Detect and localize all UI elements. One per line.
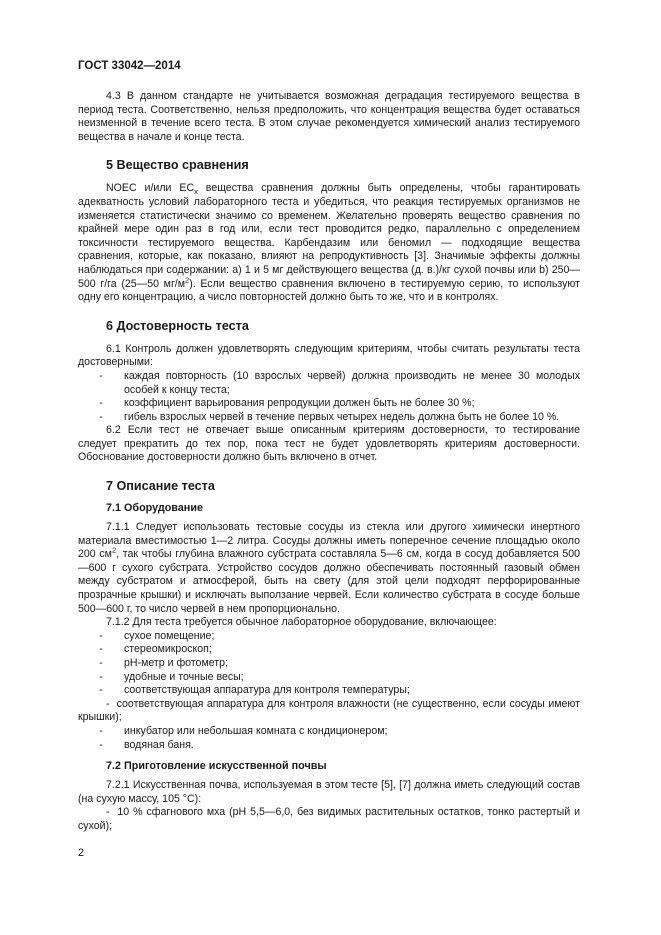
standard-header: ГОСТ 33042—2014 bbox=[78, 60, 181, 72]
section-6-heading: 6 Достоверность теста bbox=[106, 318, 249, 333]
page-content bbox=[78, 90, 580, 834]
page-number: 2 bbox=[78, 847, 85, 859]
list-item: - сухое помещение; bbox=[99, 629, 215, 642]
paragraph-6-2: 6.2 Если тест не отвечает выше описанным критериям достоверности, то тестирование следует прекратить до тех пор, пока тест не будет удовлетворять критериям достоверности. Обоснование достоверности должно быть включено в отчет. bbox=[78, 424, 580, 464]
list-item: - гибель взрослых червей в течение первых четырех недель должна быть не более 10 %. bbox=[99, 410, 560, 423]
paragraph-6-1: 6.1 Контроль должен удовлетворять следующим критериям, чтобы считать результаты теста достоверными: bbox=[78, 342, 580, 369]
paragraph-7-2-1: 7.2.1 Искусственная почва, используемая в этом тесте [5], [7] должна иметь следующий состав (на сухую массу, 105 °С): bbox=[78, 779, 580, 805]
list-item: - водяная баня. bbox=[99, 738, 194, 751]
section-5-paragraph: NOEC и/или $EC_x$ вещества сравнения должны быть определены, чтобы гарантировать адекватность условий лабораторного теста и убедиться, что реакция тестируемых организмов не изменяется статистически значимо со временем. Желательно проверять вещество сравнения по крайней мере один раз в год или, если тест проводится редко, параллельно с определением токсичности тестируемого вещества. Карбендазим или беномил — подходящие вещества сравнения, которые, как показано, влияют на репродуктивность [3]. Значимые эффекты должны наблюдаться при содержании: а) 1 и 5 мг действующего вещества (д. в.)/кг сухой почвы или b) 250—500 г/га (25—50 $мг/м^2$). Если вещество сравнения включено в тестируемую серию, то используют одну его концентрацию, а число повторностей должно быть то же, что и в контролях. bbox=[78, 182, 580, 304]
list-item: - рН-метр и фотометр; bbox=[99, 657, 228, 669]
paragraph-7-1-2: 7.1.2 Для теста требуется обычное лабораторное оборудование, включающее: bbox=[106, 616, 497, 629]
subsection-7-1-heading: 7.1 Оборудование bbox=[106, 502, 203, 515]
list-item: - соответствующая аппаратура для контроля влажности (не существенно, если сосуды имеют крышки); bbox=[78, 697, 580, 724]
list-item: - коэффициент варьирования репродукции должен быть не более 30 %; bbox=[99, 397, 475, 410]
list-item: - соответствующая аппаратура для контроля температуры; bbox=[99, 684, 410, 697]
list-item: - стереомикроскоп; bbox=[99, 643, 212, 656]
paragraph-7-1-1: 7.1.1 Следует использовать тестовые сосуды из стекла или другого химически инертного материала вместимостью 1—2 литра. Сосуды должны иметь поперечное сечение площадью около 200 $см^2$, так чтобы глубина влажного субстрата составляла 5—6 см, когда в сосуд добавляется 500—600 г сухого субстрата. Устройство сосудов должно обеспечивать постоянный газовый обмен между субстратом и атмосферой, быть на свету (для этой цели подходят перфорированные прозрачные крышки) и исключать выползание червей. Если количество субстрата в сосуде больше 500—600 г, то число червей в нем пропорционально. bbox=[78, 521, 580, 615]
subsection-7-2-heading: 7.2 Приготовление искусственной почвы bbox=[106, 760, 327, 773]
list-item: - удобные и точные весы; bbox=[99, 670, 244, 683]
list-item: - 10 % сфагнового мха (рН 5,5—6,0, без видимых растительных остатков, тонко растертый и сухой); bbox=[78, 806, 580, 832]
section-5-heading: 5 Вещество сравнения bbox=[106, 158, 249, 173]
section-7-heading: 7 Описание теста bbox=[106, 479, 215, 494]
list-item: - каждая повторность (10 взрослых червей) должна производить не менее 30 молодых особей к концу теста; bbox=[99, 369, 580, 396]
list-item: - инкубатор или небольшая комната с кондиционером; bbox=[99, 724, 388, 737]
paragraph-4-3: 4.3 В данном стандарте не учитывается возможная деградация тестируемого вещества в период теста. Соответственно, нельзя предположить, что концентрация вещества будет оставаться неизменной в течение всего теста. В этом случае рекомендуется химический анализ тестируемого вещества в начале и конце теста. bbox=[78, 90, 580, 143]
